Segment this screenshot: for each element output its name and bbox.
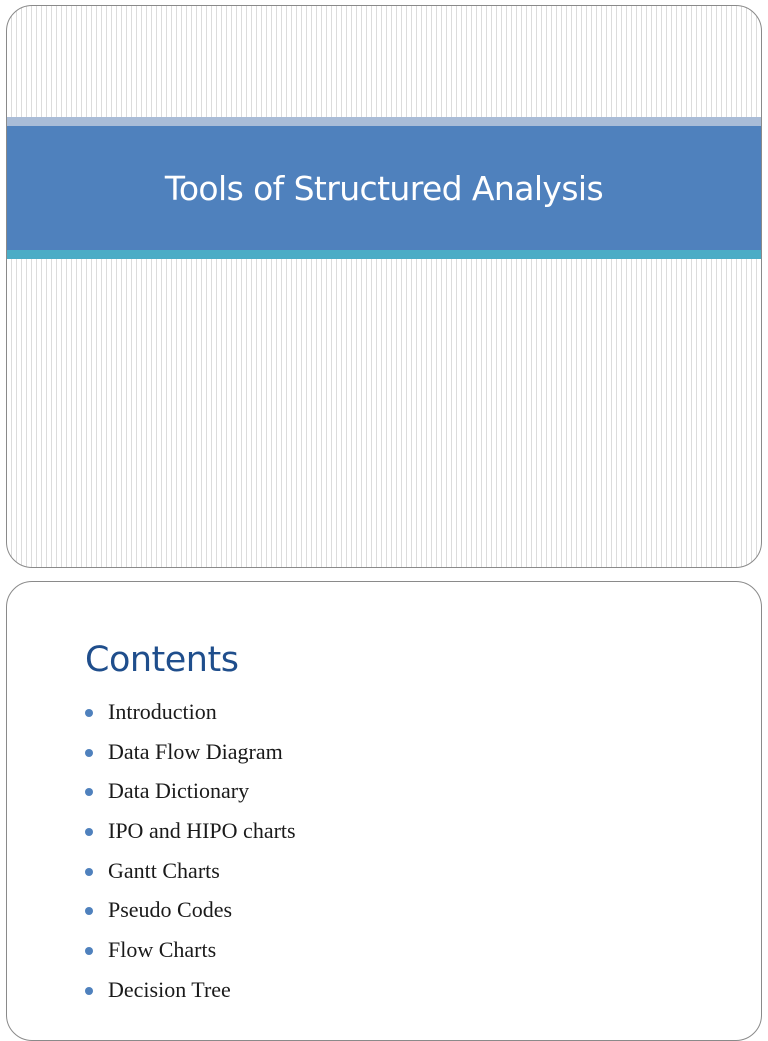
list-item bbox=[85, 857, 296, 897]
title-band-bottom-stripe bbox=[7, 250, 761, 259]
title-band-top-stripe bbox=[7, 117, 761, 126]
contents-heading: Contents bbox=[85, 640, 239, 680]
list-item bbox=[85, 976, 296, 1016]
bullet-icon bbox=[85, 868, 93, 876]
list-item bbox=[85, 896, 296, 936]
list-item-label: Gantt Charts bbox=[108, 857, 220, 883]
list-item-label: Flow Charts bbox=[108, 937, 217, 963]
bullet-icon bbox=[85, 828, 93, 836]
title-slide bbox=[6, 5, 762, 568]
list-item-label: Pseudo Codes bbox=[108, 897, 233, 923]
list-item-label: IPO and HIPO charts bbox=[108, 818, 296, 844]
bullet-icon bbox=[85, 947, 93, 955]
list-item bbox=[85, 777, 296, 817]
list-item-label: Data Flow Diagram bbox=[108, 738, 283, 764]
list-item-label: Data Dictionary bbox=[108, 778, 250, 804]
contents-list bbox=[85, 698, 296, 1016]
list-item bbox=[85, 817, 296, 857]
bullet-icon bbox=[85, 709, 93, 717]
bullet-icon bbox=[85, 749, 93, 757]
list-item-label: Decision Tree bbox=[108, 976, 231, 1002]
bullet-icon bbox=[85, 788, 93, 796]
title-band bbox=[7, 117, 761, 261]
list-item bbox=[85, 936, 296, 976]
title-band-main bbox=[7, 126, 761, 250]
list-item bbox=[85, 698, 296, 738]
list-item bbox=[85, 738, 296, 778]
contents-slide bbox=[6, 581, 762, 1041]
list-item-label: Introduction bbox=[108, 699, 217, 724]
bullet-icon bbox=[85, 907, 93, 915]
bullet-icon bbox=[85, 987, 93, 995]
slide-title: Tools of Structured Analysis bbox=[164, 168, 604, 208]
